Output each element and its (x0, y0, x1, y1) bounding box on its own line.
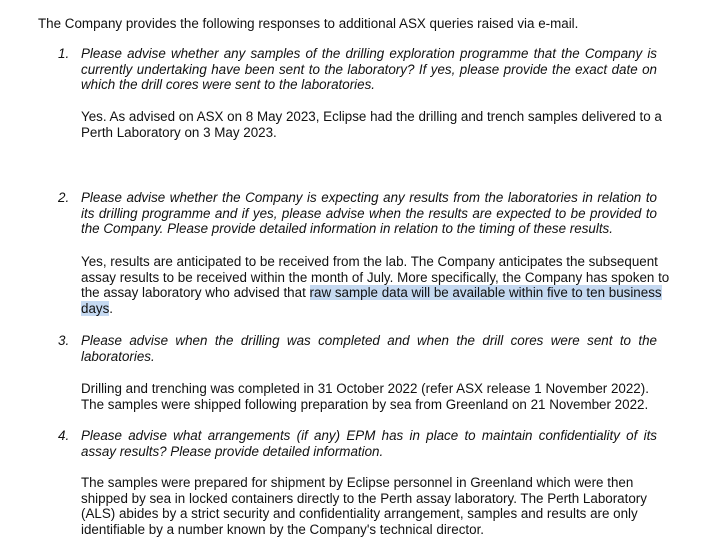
item-4-answer: The samples were prepared for shipment by Eclipse personnel in Greenland which were then shipped by sea in locked containers directly to the Perth assay laboratory. The Perth Laboratory (ALS) abides by a strict security and confidentiality arrangement, samples and results are only identifiable by a number known by the Company's technical director. (81, 475, 647, 537)
item-4-question: Please advise what arrangements (if any) EPM has in place to maintain confidentiality of its assay results? Please provide detailed information. (81, 428, 657, 459)
item-2-answer-highlight[interactable]: raw sample data will be available within five to ten business days (81, 285, 662, 316)
item-3-number: 3. (58, 333, 70, 348)
item-2-question: Please advise whether the Company is expecting any results from the laboratories in relation to its drilling programme and if yes, please advise when the results are expected to be provided to the Company. Please provide detailed information in relation to the timing of these results. (81, 190, 657, 237)
item-1-answer: Yes. As advised on ASX on 8 May 2023, Eclipse had the drilling and trench samples delivered to a Perth Laboratory on 3 May 2023. (81, 109, 662, 140)
intro-paragraph: The Company provides the following responses to additional ASX queries raised via e-mail. (38, 16, 579, 31)
item-4-number: 4. (58, 428, 70, 443)
item-2-number: 2. (58, 190, 70, 205)
item-1-question: Please advise whether any samples of the drilling exploration programme that the Company is currently undertaking have been sent to the laboratory? If yes, please provide the exact date on which the drill cores were sent to the laboratories. (81, 46, 657, 93)
item-2-answer-end: . (109, 300, 114, 316)
item-2-answer (81, 254, 673, 316)
item-1-number: 1. (58, 46, 70, 61)
item-2-answer-text: Yes, results are anticipated to be received from the lab. The Company anticipates the subsequent assay results to be received within the month of July. More specifically, the Company has spoken to the assay laboratory who advised that (81, 254, 670, 301)
item-3-answer: Drilling and trenching was completed in 31 October 2022 (refer ASX release 1 November 2022). The samples were shipped following preparation by sea from Greenland on 21 November 2022. (81, 381, 649, 412)
item-3-question: Please advise when the drilling was completed and when the drill cores were sent to the laboratories. (81, 333, 657, 364)
